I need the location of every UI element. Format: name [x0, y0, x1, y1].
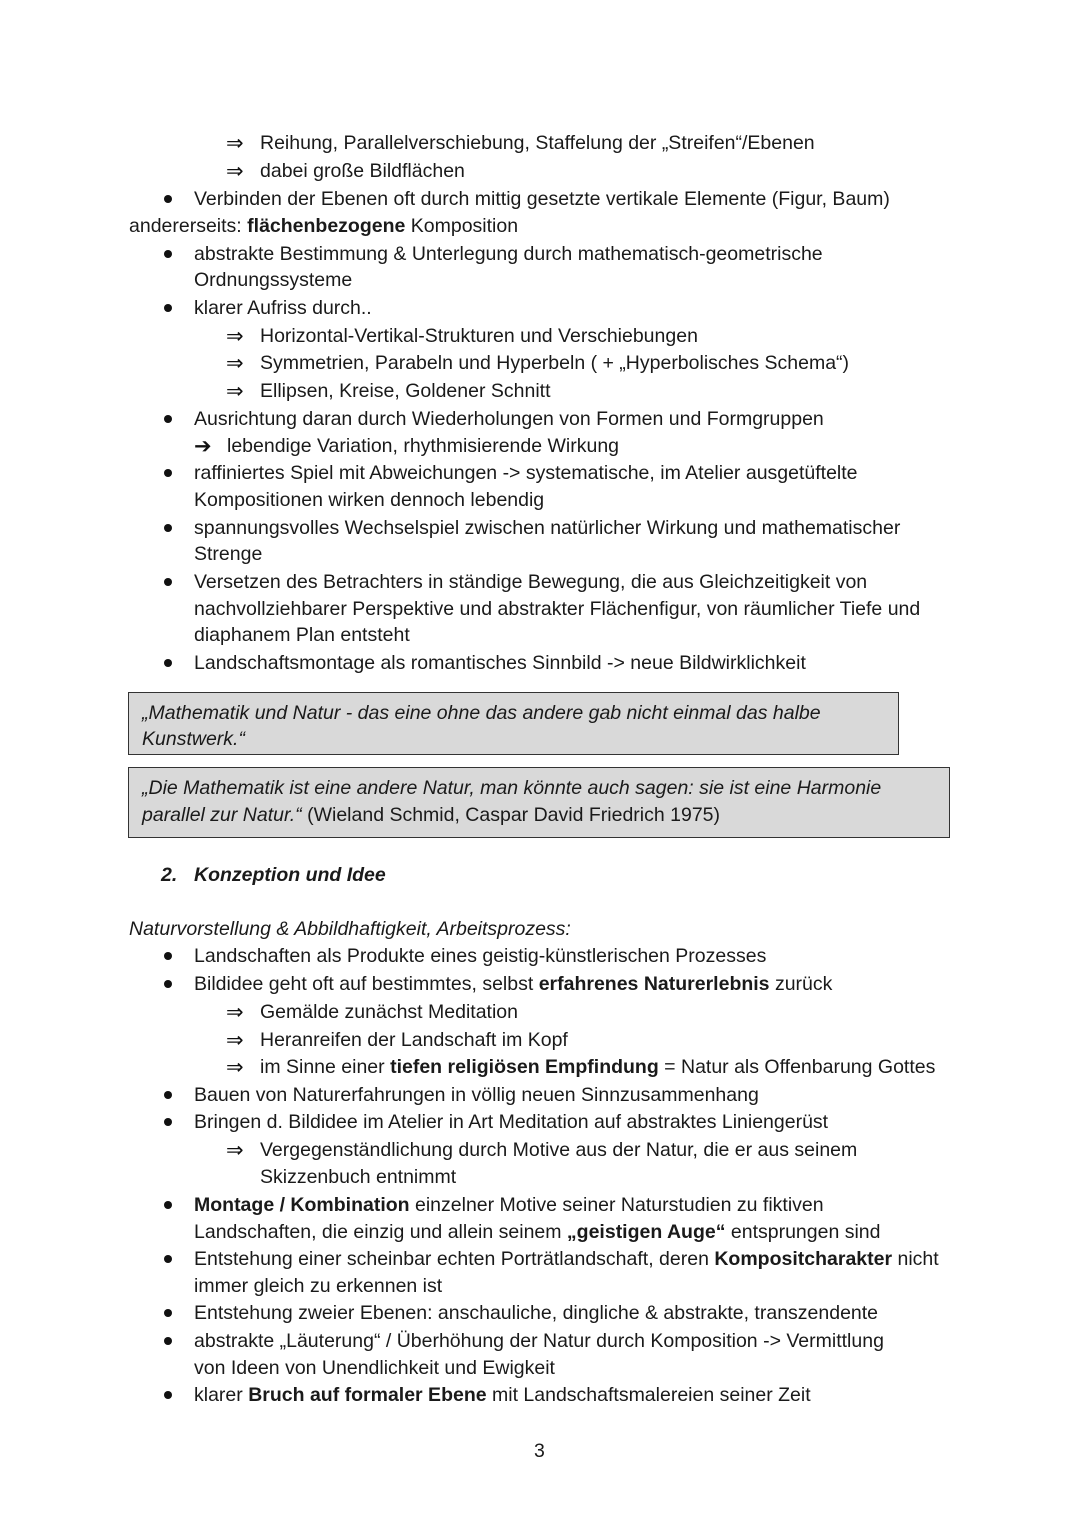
implies-arrow-icon: ⇒ [226, 160, 244, 183]
bullet-icon [164, 1255, 172, 1263]
implies-arrow-icon: ⇒ [226, 1001, 244, 1024]
implies-arrow-icon: ⇒ [226, 1139, 244, 1162]
text-line: nachvollziehbarer Perspektive und abstrakter Flächenfigur, von räumlicher Tiefe und [194, 598, 921, 620]
bullet-icon [164, 1201, 172, 1209]
text-line: andererseits: flächenbezogene Komposition [129, 215, 519, 237]
bullet-icon [164, 469, 172, 477]
text-line: Landschaftsmontage als romantisches Sinnbild -> neue Bildwirklichkeit [194, 652, 806, 674]
text-line: klarer Bruch auf formaler Ebene mit Landschaftsmalereien seiner Zeit [194, 1384, 811, 1406]
text-line: Landschaften als Produkte eines geistig-künstlerischen Prozesses [194, 945, 767, 967]
quote-line: „Die Mathematik ist eine andere Natur, man könnte auch sagen: sie ist eine Harmonie [142, 777, 882, 799]
bullet-icon [164, 659, 172, 667]
implies-arrow-icon: ⇒ [226, 352, 244, 375]
text-line: lebendige Variation, rhythmisierende Wirkung [227, 435, 620, 457]
text-line: klarer Aufriss durch.. [194, 297, 372, 319]
bullet-icon [164, 195, 172, 203]
bullet-icon [164, 524, 172, 532]
implies-arrow-icon: ⇒ [226, 132, 244, 155]
bullet-icon [164, 980, 172, 988]
quote-line: Kunstwerk.“ [142, 728, 245, 750]
bullet-icon [164, 578, 172, 586]
text-line: dabei große Bildflächen [260, 160, 465, 182]
text-line: Vergegenständlichung durch Motive aus der Natur, die er aus seinem [260, 1139, 858, 1161]
implies-arrow-icon: ⇒ [226, 325, 244, 348]
text-line: immer gleich zu erkennen ist [194, 1275, 443, 1297]
text-line: abstrakte Bestimmung & Unterlegung durch mathematisch-geometrische [194, 243, 823, 265]
bullet-icon [164, 1337, 172, 1345]
text-line: Landschaften, die einzig und allein seinem „geistigen Auge“ entsprungen sind [194, 1221, 881, 1243]
quote-line: „Mathematik und Natur - das eine ohne das andere gab nicht einmal das halbe [142, 702, 821, 724]
bullet-icon [164, 304, 172, 312]
text-line: raffiniertes Spiel mit Abweichungen -> systematische, im Atelier ausgetüftelte [194, 462, 858, 484]
text-line: Entstehung einer scheinbar echten Porträtlandschaft, deren Kompositcharakter nicht [194, 1248, 939, 1270]
text-line: spannungsvolles Wechselspiel zwischen natürlicher Wirkung und mathematischer [194, 517, 901, 539]
text-line: Bildidee geht oft auf bestimmtes, selbst erfahrenes Naturerlebnis zurück [194, 973, 833, 995]
implies-arrow-icon: ⇒ [226, 380, 244, 403]
text-line: Ausrichtung daran durch Wiederholungen von Formen und Formgruppen [194, 408, 824, 430]
subheading: Naturvorstellung & Abbildhaftigkeit, Arbeitsprozess: [129, 918, 571, 940]
text-line: Bringen d. Bildidee im Atelier in Art Meditation auf abstraktes Liniengerüst [194, 1111, 829, 1133]
text-line: Gemälde zunächst Meditation [260, 1001, 518, 1023]
bullet-icon [164, 1309, 172, 1317]
section-title: Konzeption und Idee [194, 864, 386, 886]
text-line: Montage / Kombination einzelner Motive seiner Naturstudien zu fiktiven [194, 1194, 824, 1216]
bold-arrow-icon: ➔ [194, 435, 212, 458]
implies-arrow-icon: ⇒ [226, 1029, 244, 1052]
implies-arrow-icon: ⇒ [226, 1056, 244, 1079]
page-number: 3 [534, 1440, 545, 1462]
quote-box-2 [128, 767, 950, 838]
text-line: Heranreifen der Landschaft im Kopf [260, 1029, 568, 1051]
text-line: diaphanem Plan entsteht [194, 624, 410, 646]
text-line: Kompositionen wirken dennoch lebendig [194, 489, 545, 511]
bullet-icon [164, 1091, 172, 1099]
bullet-icon [164, 1118, 172, 1126]
quote-line: parallel zur Natur.“ (Wieland Schmid, Caspar David Friedrich 1975) [142, 804, 720, 826]
text-line: Bauen von Naturerfahrungen in völlig neuen Sinnzusammenhang [194, 1084, 759, 1106]
bullet-icon [164, 415, 172, 423]
text-line: Strenge [194, 543, 263, 565]
bullet-icon [164, 952, 172, 960]
text-line: Ordnungssysteme [194, 269, 353, 291]
text-line: Ellipsen, Kreise, Goldener Schnitt [260, 380, 551, 402]
text-line: Reihung, Parallelverschiebung, Staffelung der „Streifen“/Ebenen [260, 132, 815, 154]
text-line: Versetzen des Betrachters in ständige Bewegung, die aus Gleichzeitigkeit von [194, 571, 868, 593]
section-number: 2. [161, 864, 178, 886]
text-line: von Ideen von Unendlichkeit und Ewigkeit [194, 1357, 555, 1379]
text-line: im Sinne einer tiefen religiösen Empfindung = Natur als Offenbarung Gottes [260, 1056, 936, 1078]
text-line: abstrakte „Läuterung“ / Überhöhung der Natur durch Komposition -> Vermittlung [194, 1330, 884, 1352]
text-line: Symmetrien, Parabeln und Hyperbeln ( + „Hyperbolisches Schema“) [260, 352, 850, 374]
text-line: Horizontal-Vertikal-Strukturen und Verschiebungen [260, 325, 698, 347]
text-line: Verbinden der Ebenen oft durch mittig gesetzte vertikale Elemente (Figur, Baum) [194, 188, 890, 210]
bullet-icon [164, 250, 172, 258]
quote-box-1 [128, 692, 899, 755]
bullet-icon [164, 1391, 172, 1399]
text-line: Entstehung zweier Ebenen: anschauliche, dingliche & abstrakte, transzendente [194, 1302, 879, 1324]
text-line: Skizzenbuch entnimmt [260, 1166, 457, 1188]
